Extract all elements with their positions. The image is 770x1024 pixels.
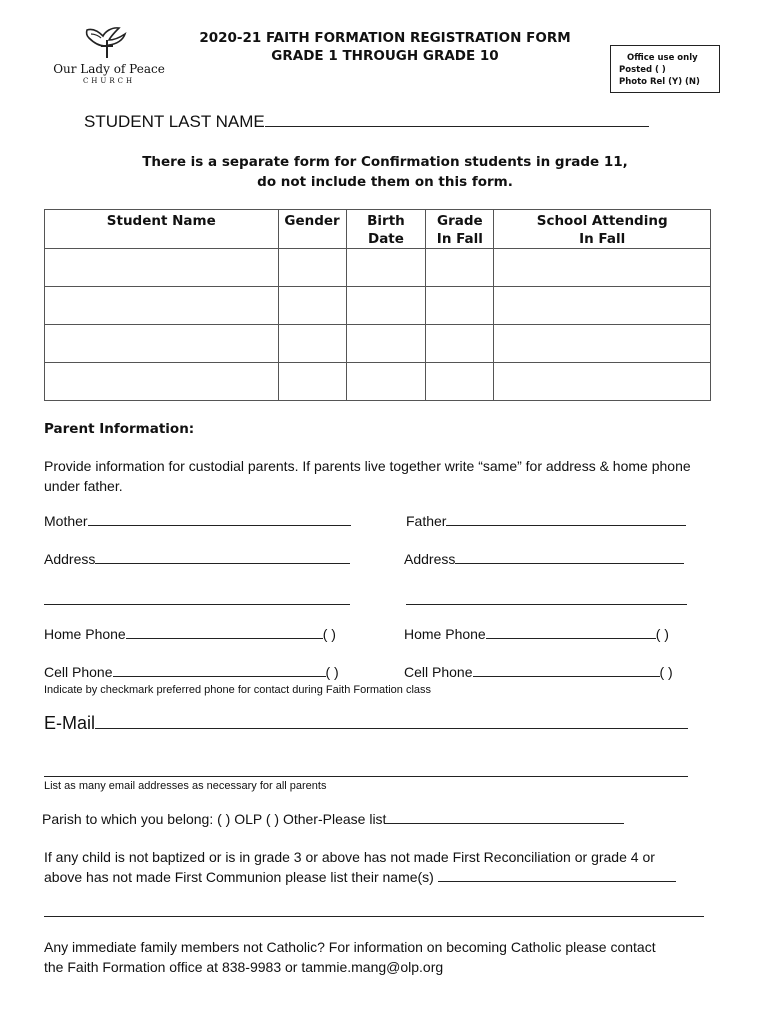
- gender-cell[interactable]: [278, 325, 346, 363]
- column-header: Student Name: [45, 210, 279, 249]
- column-header: Birth Date: [346, 210, 426, 249]
- father-row: [406, 513, 686, 529]
- student-name-cell[interactable]: [45, 249, 279, 287]
- footer-line2: the Faith Formation office at 838-9983 or tammie.mang@olp.org: [44, 959, 444, 975]
- father-address-field[interactable]: [455, 563, 684, 564]
- mother-address-row: [44, 551, 350, 567]
- parent-instructions: Provide information for custodial parents. If parents live together write “same” for address & home phone under father.: [44, 458, 691, 494]
- mother-home-phone-field[interactable]: [126, 638, 323, 639]
- table-header-row: [45, 210, 711, 249]
- student-table: [44, 209, 711, 401]
- baptism-names-field[interactable]: [438, 881, 676, 882]
- footer-line1: Any immediate family members not Catholic? For information on becoming Catholic please contact: [44, 939, 656, 955]
- birth-date-cell[interactable]: [346, 249, 426, 287]
- parent-info-heading: Parent Information:: [44, 421, 195, 437]
- parish-text: Parish to which you belong: ( ) OLP ( ) Other-Please list: [42, 811, 387, 827]
- form-title-line1: 2020-21 FAITH FORMATION REGISTRATION FORM: [199, 30, 571, 46]
- mother-cell-phone-checkbox[interactable]: ( ): [325, 664, 339, 680]
- table-row: [45, 249, 711, 287]
- mother-label: Mother: [44, 513, 88, 529]
- grade-cell[interactable]: [426, 363, 494, 401]
- cell-phone-label: Cell Phone: [404, 664, 473, 680]
- baptism-line2-row: [44, 867, 676, 887]
- father-cell-phone-field[interactable]: [473, 676, 660, 677]
- father-field[interactable]: [446, 525, 686, 526]
- column-header: Grade In Fall: [426, 210, 494, 249]
- student-last-name-field[interactable]: [265, 126, 649, 127]
- father-home-phone-row: [404, 626, 669, 642]
- table-row: [45, 363, 711, 401]
- mother-address-line2[interactable]: [44, 604, 350, 605]
- father-cell-phone-checkbox[interactable]: ( ): [659, 664, 673, 680]
- mother-address-field[interactable]: [95, 563, 350, 564]
- student-name-cell[interactable]: [45, 363, 279, 401]
- table-row: [45, 325, 711, 363]
- office-use-box: [610, 45, 720, 93]
- grade-cell[interactable]: [426, 325, 494, 363]
- father-address-line2[interactable]: [406, 604, 687, 605]
- office-photo-release: Photo Rel (Y) (N): [619, 77, 700, 87]
- grade-cell[interactable]: [426, 249, 494, 287]
- birth-date-cell[interactable]: [346, 325, 426, 363]
- gender-cell[interactable]: [278, 249, 346, 287]
- birth-date-cell[interactable]: [346, 287, 426, 325]
- mother-row: [44, 513, 351, 529]
- birth-date-cell[interactable]: [346, 363, 426, 401]
- school-cell[interactable]: [494, 287, 711, 325]
- checkmark-note: Indicate by checkmark preferred phone for contact during Faith Formation class: [44, 684, 432, 696]
- email-label: E-Mail: [44, 713, 96, 733]
- father-cell-phone-row: [404, 664, 673, 680]
- confirmation-notice-line2: do not include them on this form.: [257, 174, 513, 190]
- email-field-line2[interactable]: [44, 776, 688, 777]
- father-label: Father: [406, 513, 447, 529]
- church-subtitle: CHURCH: [82, 77, 136, 85]
- parish-other-field[interactable]: [386, 823, 624, 824]
- mother-cell-phone-field[interactable]: [113, 676, 326, 677]
- parish-row: [42, 811, 624, 827]
- father-address-label: Address: [404, 551, 456, 567]
- student-last-name-label: STUDENT LAST NAME: [84, 112, 265, 131]
- mother-cell-phone-row: [44, 664, 339, 680]
- mother-home-phone-checkbox[interactable]: ( ): [322, 626, 336, 642]
- mother-field[interactable]: [88, 525, 351, 526]
- student-last-name-row: [84, 112, 649, 132]
- father-home-phone-checkbox[interactable]: ( ): [655, 626, 669, 642]
- email-row: [44, 713, 688, 734]
- office-posted: Posted ( ): [619, 65, 666, 75]
- baptism-names-line2[interactable]: [44, 916, 704, 917]
- student-name-cell[interactable]: [45, 287, 279, 325]
- baptism-line2: above has not made First Communion please list their name(s): [44, 869, 434, 885]
- form-title-line2: GRADE 1 THROUGH GRADE 10: [271, 48, 499, 64]
- gender-cell[interactable]: [278, 287, 346, 325]
- column-header: School Attending In Fall: [494, 210, 711, 249]
- home-phone-label: Home Phone: [44, 626, 126, 642]
- school-cell[interactable]: [494, 325, 711, 363]
- mother-home-phone-row: [44, 626, 336, 642]
- column-header: Gender: [278, 210, 346, 249]
- office-use-heading: Office use only: [627, 53, 698, 63]
- table-row: [45, 287, 711, 325]
- school-cell[interactable]: [494, 363, 711, 401]
- father-address-row: [404, 551, 684, 567]
- confirmation-notice-line1: There is a separate form for Confirmation students in grade 11,: [142, 154, 628, 170]
- email-field[interactable]: [95, 728, 688, 729]
- school-cell[interactable]: [494, 249, 711, 287]
- mother-address-label: Address: [44, 551, 96, 567]
- cell-phone-label: Cell Phone: [44, 664, 113, 680]
- student-name-cell[interactable]: [45, 325, 279, 363]
- home-phone-label: Home Phone: [404, 626, 486, 642]
- email-note: List as many email addresses as necessary for all parents: [44, 780, 327, 792]
- father-home-phone-field[interactable]: [486, 638, 656, 639]
- church-name: Our Lady of Peace: [53, 62, 165, 76]
- grade-cell[interactable]: [426, 287, 494, 325]
- gender-cell[interactable]: [278, 363, 346, 401]
- baptism-line1: If any child is not baptized or is in grade 3 or above has not made First Reconciliation or grade 4 or: [44, 849, 655, 865]
